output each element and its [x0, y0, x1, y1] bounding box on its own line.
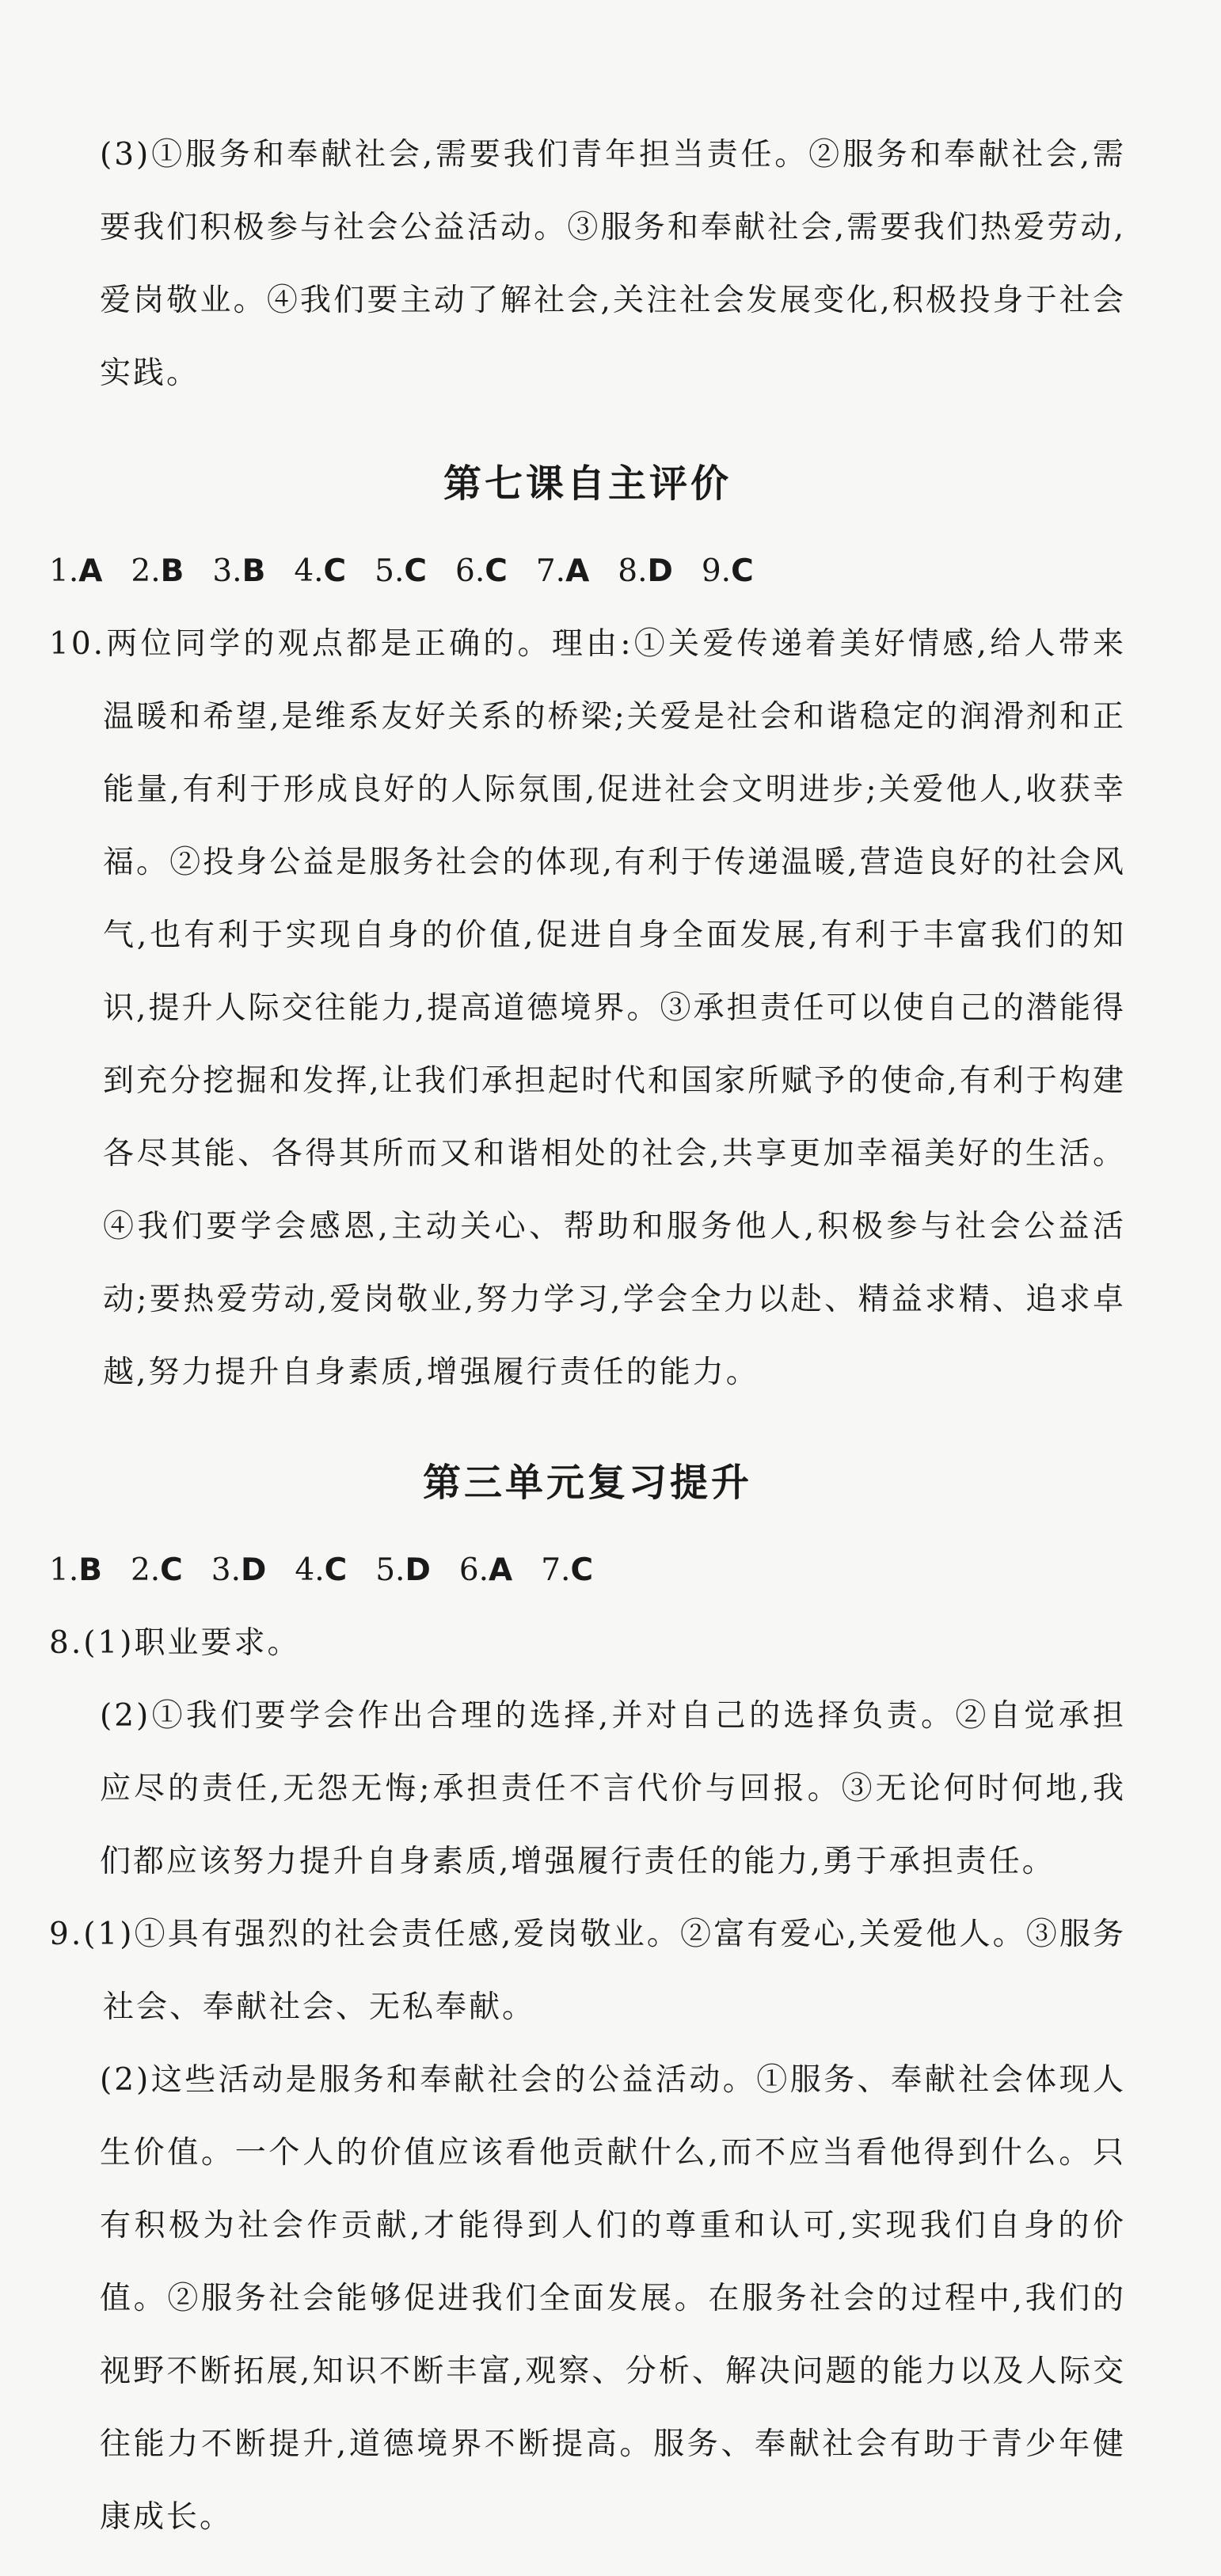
answer-number: 6.	[458, 1552, 489, 1588]
answer-number: 5.	[375, 553, 405, 589]
answer-number: 3.	[212, 553, 242, 589]
answer-letter: C	[570, 1552, 594, 1588]
answer-item	[294, 535, 346, 608]
answer-item	[211, 1534, 267, 1607]
answer-number: 5.	[375, 1552, 405, 1588]
answer-letter: D	[647, 553, 673, 589]
answer-number: 9.	[701, 553, 732, 589]
answer-letter: B	[78, 1552, 102, 1588]
paragraph-q9-1: 9.(1)①具有强烈的社会责任感,爱岗敬业。②富有爱心,关爱他人。③服务社会、奉献社会、无私奉献。	[49, 1917, 1126, 2025]
answer-number: 4.	[295, 1552, 325, 1588]
answer-item	[618, 535, 673, 608]
answer-letter: D	[241, 1552, 267, 1588]
answer-letter: D	[405, 1552, 431, 1588]
answer-item	[49, 1534, 102, 1607]
answer-item	[702, 535, 754, 608]
answer-letter: A	[78, 553, 103, 589]
answer-number: 4.	[294, 553, 324, 589]
answer-letter: C	[324, 1552, 348, 1588]
answer-number: 1.	[49, 1552, 79, 1588]
paragraph-q3: (3)①服务和奉献社会,需要我们青年担当责任。②服务和奉献社会,需要我们积极参与社会公益活动。③服务和奉献社会,需要我们热爱劳动,爱岗敬业。④我们要主动了解社会,关注社会发展变化,积极投身于社会实践。	[100, 137, 1126, 391]
answer-letter: B	[160, 553, 184, 589]
answer-item	[212, 535, 265, 608]
answer-item	[541, 1534, 593, 1607]
paragraph-q9-2: (2)这些活动是服务和奉献社会的公益活动。①服务、奉献社会体现人生价值。一个人的价值应该看他贡献什么,而不应当看他得到什么。只有积极为社会作贡献,才能得到人们的尊重和认可,实现我们自身的价值。②服务社会能够促进我们全面发展。在服务社会的过程中,我们的视野不断拓展,知识不断丰富,观察、分析、解决问题的能力以及人际交往能力不断提升,道德境界不断提高。服务、奉献社会有助于青少年健康成长。	[100, 2062, 1126, 2535]
answer-letter: C	[485, 553, 508, 589]
answer-item	[131, 535, 184, 608]
answer-letter: B	[242, 553, 266, 589]
paragraph-q10: 10.两位同学的观点都是正确的。理由:①关爱传递着美好情感,给人带来温暖和希望,是维系友好关系的桥梁;关爱是社会和谐稳定的润滑剂和正能量,有利于形成良好的人际氛围,促进社会文明进步;关爱他人,收获幸福。②投身公益是服务社会的体现,有利于传递温暖,营造良好的社会风气,也有利于实现自身的价值,促进自身全面发展,有利于丰富我们的知识,提升人际交往能力,提高道德境界。③承担责任可以使自己的潜能得到充分挖掘和发挥,让我们承担起时代和国家所赋予的使命,有利于构建各尽其能、各得其所而又和谐相处的社会,共享更加幸福美好的生活。④我们要学会感恩,主动关心、帮助和服务他人,积极参与社会公益活动;要热爱劳动,爱岗敬业,努力学习,学会全力以赴、精益求精、追求卓越,努力提升自身素质,增强履行责任的能力。	[49, 626, 1126, 1390]
answer-letter: C	[404, 553, 427, 589]
answer-number: 1.	[49, 553, 79, 589]
section-heading-lesson7: 第七课自主评价	[443, 462, 732, 506]
answer-number: 3.	[211, 1552, 242, 1588]
answer-item	[295, 1534, 347, 1607]
answer-letter: A	[565, 553, 590, 589]
answer-number: 2.	[131, 553, 161, 589]
answer-item	[375, 535, 427, 608]
answer-item	[375, 1534, 431, 1607]
answer-item	[49, 535, 102, 608]
paragraph-q8-1: 8.(1)职业要求。	[49, 1625, 301, 1661]
answer-letter: A	[489, 1552, 513, 1588]
answer-row-unit3	[49, 1534, 1126, 1607]
answer-item	[455, 535, 508, 608]
answer-number: 6.	[455, 553, 485, 589]
answer-number: 8.	[618, 553, 648, 589]
answer-number: 2.	[130, 1552, 161, 1588]
answer-number: 7.	[541, 1552, 571, 1588]
answer-item	[536, 535, 589, 608]
answer-letter: C	[731, 553, 754, 589]
answer-row-lesson7	[49, 535, 1126, 608]
answer-letter: C	[323, 553, 347, 589]
answer-item	[459, 1534, 512, 1607]
answer-letter: C	[160, 1552, 183, 1588]
answer-item	[131, 1534, 183, 1607]
section-heading-unit3: 第三单元复习提升	[422, 1461, 752, 1505]
answer-number: 7.	[535, 553, 566, 589]
paragraph-q8-2: (2)①我们要学会作出合理的选择,并对自己的选择负责。②自觉承担应尽的责任,无怨无悔;承担责任不言代价与回报。③无论何时何地,我们都应该努力提升自身素质,增强履行责任的能力,勇于承担责任。	[100, 1698, 1126, 1879]
